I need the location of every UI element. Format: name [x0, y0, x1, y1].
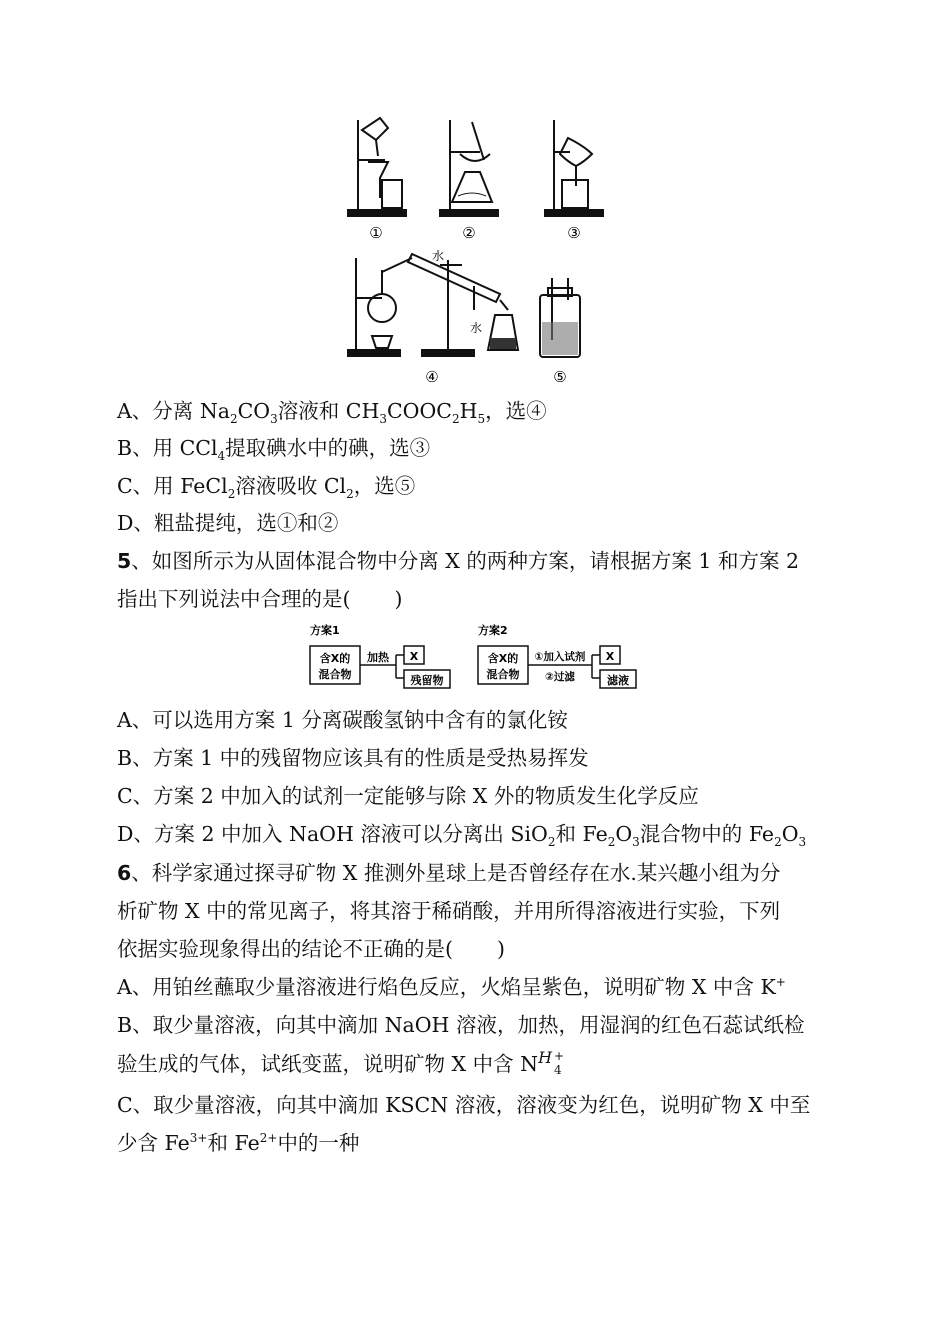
- q6-option-b-line2: 验生成的气体，试纸变蓝，说明矿物 X 中含 $N^H$ + 4: [117, 1048, 565, 1077]
- q5-stem-line1: 5、如图所示为从固体混合物中分离 X 的两种方案，请根据方案 1 和方案 2: [117, 549, 800, 573]
- q4-option-a: A、分离 $Na_2CO_3$溶液和 $CH_3COOC_2H_5$，选④: [117, 399, 547, 427]
- q6-number: 6: [117, 861, 132, 885]
- plan1-bottom: 残留物: [410, 674, 444, 687]
- label-5: ⑤: [553, 368, 567, 386]
- apparatus-5-gas-bottle: [540, 278, 580, 357]
- q5-stem-line2: 指出下列说法中合理的是( ): [117, 587, 403, 611]
- q6-option-a: A、用铂丝蘸取少量溶液进行焰色反应，火焰呈紫色，说明矿物 X 中含 K+: [117, 975, 786, 999]
- q5-option-a: A、可以选用方案 1 分离碳酸氢钠中含有的氯化铵: [117, 708, 568, 732]
- q6-option-c-line1: C、取少量溶液，向其中滴加 KSCN 溶液，溶液变为红色，说明矿物 X 中至: [117, 1093, 811, 1117]
- q5-option-b: B、方案 1 中的残留物应该具有的性质是受热易挥发: [117, 746, 589, 770]
- plan1-title: 方案1: [310, 624, 340, 637]
- q5-option-d: D、方案 2 中加入 NaOH 溶液可以分离出 SiO$_2$和 $Fe_2O_3$混合物中的 $Fe_2O_3$: [117, 822, 807, 850]
- q6-stem-line3: 依据实验现象得出的结论不正确的是( ): [117, 937, 505, 961]
- water-out-label: 水: [470, 321, 483, 335]
- apparatus-1-filtration: [348, 118, 406, 216]
- plan1-box-l2: 混合物: [318, 668, 352, 681]
- apparatus-3-separatory-funnel: [545, 120, 603, 216]
- q4-option-d: D、粗盐提纯，选①和②: [117, 511, 339, 535]
- plan1-action: 加热: [367, 651, 389, 664]
- q5-option-c: C、方案 2 中加入的试剂一定能够与除 X 外的物质发生化学反应: [117, 784, 699, 808]
- plan2-box-l1: 含X的: [487, 652, 519, 665]
- apparatus-4-distillation: [348, 254, 518, 356]
- q6-option-c-line2: 少含 $Fe^{3+}$和 $Fe^{2+}$中的一种: [117, 1131, 360, 1155]
- plan2-title: 方案2: [478, 624, 508, 637]
- q4-option-c: C、用 FeCl$_2$溶液吸收 $Cl_2$，选⑤: [117, 474, 416, 502]
- label-3: ③: [567, 224, 581, 242]
- q6-option-b-line1: B、取少量溶液，向其中滴加 NaOH 溶液，加热，用湿润的红色石蕊试纸检: [117, 1013, 805, 1037]
- q6-stem-line2: 析矿物 X 中的常见离子，将其溶于稀硝酸，并用所得溶液进行实验，下列: [117, 899, 781, 923]
- apparatus-figure: [340, 110, 615, 395]
- q5-number: 5: [117, 549, 132, 573]
- scheme-figure: [300, 618, 645, 698]
- plan2-action1: ①加入试剂: [534, 651, 586, 663]
- plan2-bottom: 滤液: [607, 674, 629, 687]
- plan1-top: X: [409, 650, 419, 663]
- label-1: ①: [369, 224, 383, 242]
- water-in-label: 水: [432, 249, 445, 263]
- label-4: ④: [425, 368, 439, 386]
- label-2: ②: [462, 224, 476, 242]
- q6-stem-line1: 6、科学家通过探寻矿物 X 推测外星球上是否曾经存在水.某兴趣小组为分: [117, 861, 781, 885]
- plan2-top: X: [605, 650, 615, 663]
- q4-option-b: B、用 CCl$_4$提取碘水中的碘，选③: [117, 436, 431, 464]
- plan2-box-l2: 混合物: [486, 668, 520, 681]
- apparatus-2-evaporation: [440, 120, 498, 216]
- plan1-box-l1: 含X的: [319, 652, 351, 665]
- plan2-action2: ②过滤: [545, 671, 575, 683]
